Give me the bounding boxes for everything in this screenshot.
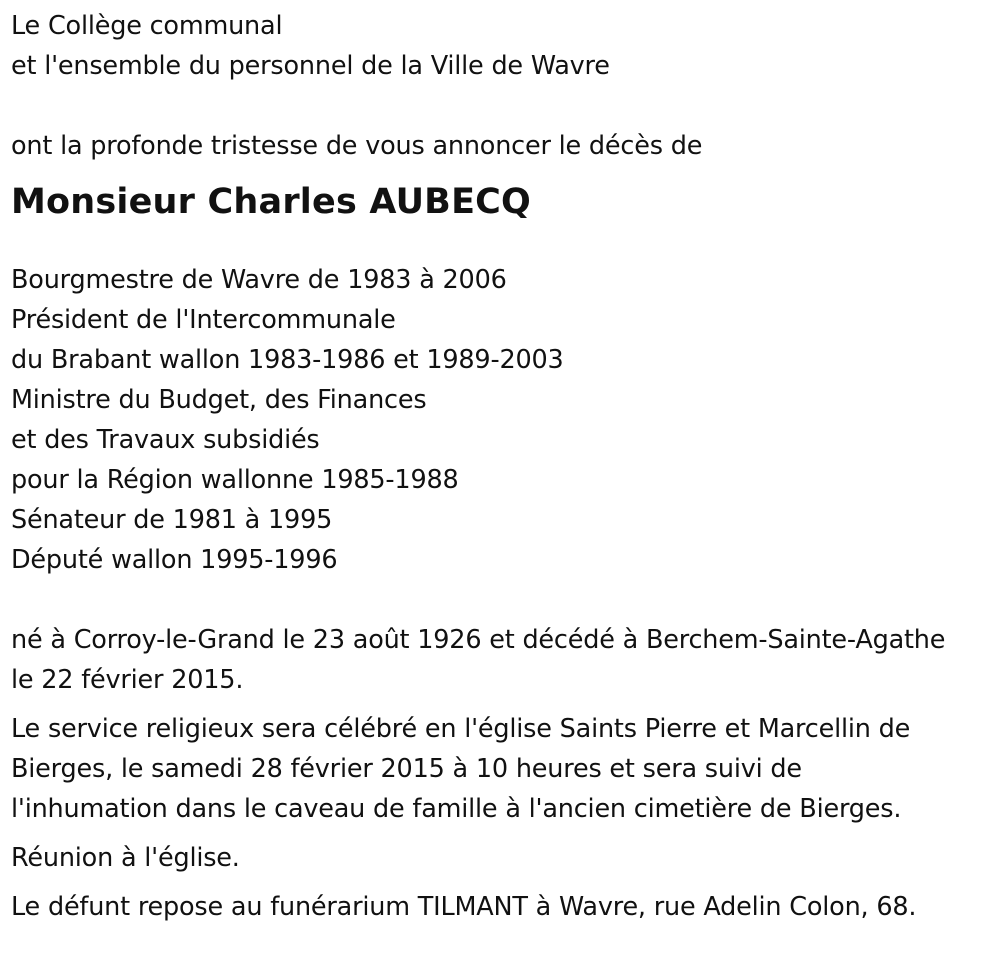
header-line-2: et l'ensemble du personnel de la Ville de Wavre — [11, 51, 610, 81]
header-line-1: Le Collège communal — [11, 11, 283, 41]
repose-note: Le défunt repose au funérarium TILMANT à Wavre, rue Adelin Colon, 68. — [11, 892, 917, 922]
birth-death-paragraph — [11, 620, 996, 700]
spacer — [11, 580, 996, 620]
title-line: Député wallon 1995-1996 — [11, 545, 338, 575]
deceased-name: Monsieur Charles AUBECQ — [11, 182, 532, 222]
titles-list — [11, 260, 996, 580]
title-line: Bourgmestre de Wavre de 1983 à 2006 — [11, 265, 507, 295]
announcement-text: ont la profonde tristesse de vous annoncer le décès de — [11, 131, 703, 161]
title-line: du Brabant wallon 1983-1986 et 1989-2003 — [11, 345, 564, 375]
birth-death-line-1: né à Corroy-le-Grand le 23 août 1926 et décédé à Berchem-Sainte-Agathe — [11, 625, 946, 655]
title-line: Président de l'Intercommunale — [11, 305, 396, 335]
title-line: Sénateur de 1981 à 1995 — [11, 505, 333, 535]
obituary-notice — [11, 6, 996, 927]
birth-death-line-2: le 22 février 2015. — [11, 665, 244, 695]
spacer — [11, 224, 996, 260]
service-line-1: Le service religieux sera célébré en l'église Saints Pierre et Marcellin de — [11, 714, 911, 744]
service-line-3: l'inhumation dans le caveau de famille à l'ancien cimetière de Bierges. — [11, 794, 902, 824]
title-line: pour la Région wallonne 1985-1988 — [11, 465, 459, 495]
service-line-2: Bierges, le samedi 28 février 2015 à 10 heures et sera suivi de — [11, 754, 802, 784]
title-line: et des Travaux subsidiés — [11, 425, 320, 455]
service-paragraph — [11, 709, 996, 829]
title-line: Ministre du Budget, des Finances — [11, 385, 427, 415]
spacer — [11, 86, 996, 126]
meeting-note: Réunion à l'église. — [11, 843, 240, 873]
